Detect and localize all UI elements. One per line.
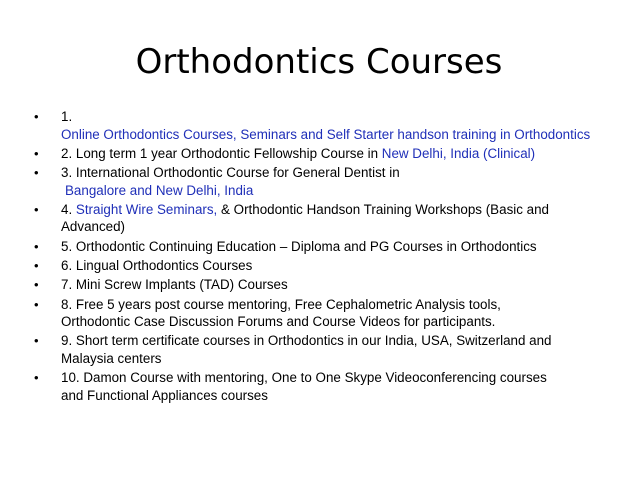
slide-title: Orthodontics Courses [135,42,503,82]
item-text-continued: Orthodontic Case Discussion Forums and Course Videos for participants. [61,314,496,330]
bullet-icon: • [34,296,39,312]
bullet-icon: • [34,201,39,217]
item-text: 7. Mini Screw Implants (TAD) Courses [61,277,288,293]
straight-wire-seminars-link[interactable]: Straight Wire Seminars, [75,201,218,217]
item-text-continued: Malaysia centers [61,350,162,366]
item-text: 5. Orthodontic Continuing Education – Diploma and PG Courses in Orthodontics [61,238,537,254]
bullet-icon: • [34,109,39,124]
list-item [34,257,632,275]
item-text: 2. Long term 1 year Orthodontic Fellowship Course in [61,145,382,161]
item-text-continued: and Functional Appliances courses [61,387,268,403]
list-item [34,296,632,331]
online-courses-link[interactable]: Online Orthodontics Courses, Seminars and Self Starter handson training in Orthodontics [61,126,591,142]
course-list [34,108,632,406]
list-item [34,201,632,236]
list-item [34,369,632,404]
bullet-icon: • [34,333,39,349]
item-prefix: 4. [61,201,76,217]
bangalore-new-delhi-link[interactable]: Bangalore and New Delhi, India [65,182,254,198]
list-item [34,108,632,143]
bullet-icon: • [34,370,39,386]
bullet-icon: • [34,145,39,161]
item-text: 3. International Orthodontic Course for General Dentist in [61,165,400,181]
list-item [34,332,632,367]
bullet-icon: • [34,257,39,273]
list-item [34,145,632,163]
item-text: 8. Free 5 years post course mentoring, Free Cephalometric Analysis tools, [61,296,501,312]
bullet-icon: • [34,165,39,181]
new-delhi-clinical-link[interactable]: New Delhi, India (Clinical) [381,145,536,161]
list-item [34,164,632,199]
item-text: 10. Damon Course with mentoring, One to One Skype Videoconferencing courses [61,370,547,386]
bullet-icon: • [34,277,39,293]
item-text-continued: Advanced) [61,219,126,235]
item-text: & Orthodontic Handson Training Workshops (Basic and [217,201,549,217]
bullet-icon: • [34,238,39,254]
item-text: 6. Lingual Orthodontics Courses [61,257,253,273]
item-number: 1. [61,109,73,124]
item-text: 9. Short term certificate courses in Orthodontics in our India, USA, Switzerland and [61,333,552,349]
list-item [34,238,632,256]
list-item [34,276,632,294]
